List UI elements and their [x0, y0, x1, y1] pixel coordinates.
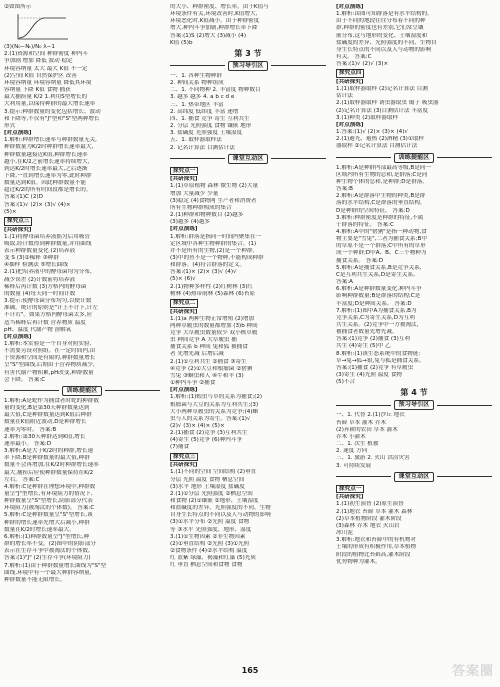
text-line: 吸取,经计数得到种群数量,并用曲线 — [4, 240, 92, 247]
text-line: 1.答案:(1)√ (2)× (3)× (4)√ — [336, 129, 408, 136]
text-line: 落的水平结构,C是群落的垂直结构, — [336, 200, 422, 207]
text-line: 5.解析:A是捕食关系,B是竞争关系, — [336, 264, 422, 271]
text-line: 数量在K/2时增长速率最大。 — [4, 526, 75, 533]
text-line: 环境容纳量 太大 最大 K值 不一定 — [4, 65, 88, 72]
text-line: 3. 可持续发展 — [336, 462, 372, 469]
text-line: 捕食关系。 答案:D — [336, 257, 384, 264]
banner-label: 预习导引区 — [394, 400, 435, 410]
text-line: 雪兔 ③蛔虫和人 ④牛和羊 (3) — [170, 372, 244, 379]
text-line: 的数量 (4)每天同一时间计数 — [4, 290, 76, 297]
text-line: 虫 种间竞争 A 大草履虫 捕 — [170, 337, 237, 344]
text-line: 被捕食者数量先增先减。 — [336, 329, 398, 336]
banner-rule — [105, 390, 160, 391]
section-title: 第 3 节 — [234, 48, 262, 58]
text-line: 盐碱度的差异、光照强度的不同、生物自 — [336, 39, 437, 46]
text-line: 和群落。(4)符合群落的定义。 — [170, 262, 246, 269]
text-line: 量的变化,B是第30天种群数量达到 — [4, 405, 90, 412]
subsection-heading — [4, 216, 160, 227]
banner-label: 预习导引区 — [228, 61, 269, 71]
text-line: 不计右"。如果方格内酵母菌太多,应 — [4, 312, 93, 319]
text-line: 物主要是"雪兔",二者为捕食关系;B中 — [336, 236, 427, 243]
section-banner — [170, 154, 326, 164]
text-line: (3)稳定 (4)食物网 生产者和消费者 — [170, 197, 257, 204]
text-line: 2.(1)地衣 苔藓 草本 灌木 森林 — [336, 508, 413, 515]
bracket-label: [对点演练] — [170, 226, 198, 233]
banner-label: 课堂互动区 — [228, 154, 269, 164]
section-banner — [170, 61, 326, 71]
bracket-label: [对点演练] — [4, 333, 32, 340]
text-line: 会下降。 答案:C — [4, 376, 46, 383]
banner-rule — [4, 390, 59, 391]
text-line: 适当稀释后再计数 营养物质 温度 — [4, 319, 86, 326]
text-line: 种群的增长速率先增大后减小,种群 — [4, 519, 90, 526]
text-line: 红 蓝紫 绿藻、褐藻和红藻 (5)光质 — [170, 555, 256, 562]
text-line: K值 (5)b — [170, 39, 193, 46]
text-line: 1.解析:A是蛇作为捕食者时蛇的种群数 — [4, 397, 99, 404]
banner-rule — [336, 476, 391, 477]
text-line: 4.解析:C是种群在理想环境中,种群数 — [4, 483, 96, 490]
text-line: 增加 大量减少 少量 — [170, 190, 219, 197]
text-line: 于群落的特征。 答案:C — [336, 221, 394, 228]
text-line: 8.解析:(1)该生态系统中的食物链: — [336, 350, 421, 357]
text-line: C是互利共生关系,D是寄生关系。 — [336, 271, 419, 278]
text-line: 者 先增先减 后增后减 — [170, 351, 224, 358]
banner-rule — [437, 157, 492, 158]
text-line: 的大小、种群密度、增长率。由于K值与 — [170, 4, 269, 10]
bracket-label: [共研探究] — [336, 494, 364, 501]
text-line: 数量在K值附近波动,D是种群增长 — [4, 419, 87, 426]
text-line: 1.(1)初生演替 (2)原生演替 — [336, 501, 404, 508]
text-line: 表示在生存斗争中被淘汰的个体数。 — [4, 548, 94, 555]
text-line: 器取样 ②记名计算法 目测估计法 — [336, 143, 418, 150]
text-line: 1.解析:种群增长速率与种群数量无关, — [4, 137, 97, 144]
text-line: (4)寄生 (5)竞争 (6)种内斗争 — [170, 437, 243, 444]
text-line: 最大,捕捞后应使种群数量保持在K/2 — [4, 469, 94, 476]
bracket-label: [共研探究] — [170, 176, 198, 183]
heading-box: 探究点二 — [170, 299, 198, 308]
text-line: 影响种群数量;B是群落的结构;C是 — [336, 293, 421, 300]
text-line: 不需要另设对照组。在一定时间内,由 — [4, 348, 96, 355]
text-line: 容纳量 下降 K值 食物 捕获 — [4, 87, 71, 94]
text-line: (3)①水平分布 ②光照 温度 食物 — [170, 519, 250, 526]
text-line: 呈"S"型曲线,后期由于营养物质减少, — [4, 362, 95, 369]
text-line: 三、1. 热带地区 丰富 — [170, 101, 224, 108]
text-line: 群,种群的密度也有差别,它们常呈镶 — [336, 25, 424, 32]
text-line: 越小,在K/2之前增长速率持续增大, — [4, 158, 90, 165]
bracket-label: [对点演练] — [4, 130, 32, 137]
text-line: ②食物条件 (4)②水平结构 温度 — [170, 548, 248, 555]
text-line: 草→兔→狐→狼,兔与狐是捕食关系。 — [336, 357, 425, 364]
text-line: (5)不合 — [336, 379, 356, 386]
text-line: 2.(1)①互利共生 ②捕食 ③寄生 — [170, 358, 247, 365]
text-line: 嵌分布,这与地形的变化、土壤湿度和 — [336, 32, 428, 39]
text-line: 二、1. 不同物种 2. 丰富度 物种数目 — [170, 87, 261, 94]
text-line: (5)× — [4, 208, 17, 215]
text-line: 2.(1)资源和空间 种群密度 种内斗 — [4, 51, 88, 58]
text-line: 乔木 小灌木 — [336, 433, 366, 440]
text-line: ④抽样 检测法 ⑤增长曲线 — [4, 262, 68, 269]
text-line: 优势物种为灌木。 — [336, 558, 381, 565]
subsection-heading — [336, 68, 492, 79]
heading-box: 探究点三 — [4, 217, 32, 226]
text-line: 阶段的植物比苔藓高,灌木阶段 — [336, 551, 411, 558]
text-line: 一、1. 各种生物种群 — [170, 72, 222, 79]
text-line: 四、1. 捕食 竞争 寄生 互利共生 — [170, 115, 250, 122]
text-line: 和下降等,不仅有"J"型和"S"型两种增长 — [4, 115, 100, 122]
text-line: 超过K/2的所有时间段都是增长的。 — [4, 187, 92, 194]
banner-label: 训练提能区 — [394, 153, 435, 163]
text-line: 有害代谢产物积累,pH改变,种群数量 — [4, 369, 94, 376]
text-line: 2.(1)捕食 (2)竞争 (3)互利共生 — [170, 430, 248, 437]
bracket-label: [对点演练] — [336, 4, 364, 10]
text-line: 答案:B — [336, 186, 353, 193]
text-line: (3)寄生 (4)光照 温度 食物 — [336, 372, 402, 379]
text-line: 7.解析:(1)由于种群数量增长曲线为"S"型 — [4, 562, 107, 569]
bracket-label: [对点演练] — [336, 121, 364, 128]
text-line: 种群数量为K/2时种群增长速率最大, — [4, 144, 94, 151]
text-line: 冰川泥 — [336, 530, 353, 537]
banner-rule — [271, 158, 326, 159]
text-line: 1.解析:A是种群内部最高等级,B是同一 — [336, 164, 431, 171]
growth-curve-sketch — [10, 12, 70, 42]
text-line: 最大捕捞量 K/2 1.利用S型增长的 — [4, 94, 88, 101]
banner-label: 训练提能区 — [62, 386, 103, 396]
text-line: (3)(N₀−Nₜ)/N₀ λ−1 — [4, 44, 55, 51]
text-line: 由于不同的地段往往分布着不同的种 — [336, 18, 426, 25]
bracket-label: [共研探究] — [4, 226, 32, 233]
heading-box: 探究点一 — [170, 167, 198, 176]
text-line: (7)捕食 — [170, 444, 190, 451]
text-line: 定区域中各种生物种群的集合。(1) — [170, 240, 257, 247]
text-line: 2.(1)①分层 光照强度 ②栖息空间 — [170, 490, 253, 497]
text-line: 虫与人的关系为寄生。答案:(1)√ — [170, 415, 251, 422]
text-line: (3)森林 乔木 地衣 火山岩 — [336, 522, 400, 529]
subsection-heading — [170, 452, 326, 463]
text-line: 3.(1)种类 (2)取样器取样 — [336, 114, 399, 121]
text-line: 变 S (3)②稀释 ③种群 — [4, 255, 59, 262]
text-line: 1.解析:(1)蝗虫与草的关系为捕食;(2) — [170, 394, 263, 401]
banner-label: 课堂互动区 — [394, 472, 435, 482]
text-line: 所有生物种群构成的集合 — [170, 204, 232, 211]
text-line: 成一个种群;D中A、B、C三个物种为 — [336, 250, 427, 257]
text-line: 2. 种间关系 物种组成 — [170, 80, 224, 87]
text-line: 1.解析:由图可知群落是有水平结构的。 — [336, 11, 433, 18]
bracket-label: [共研探究] — [336, 79, 364, 85]
text-line: 2.(1)把培养液中的酵母菌均匀分布, — [4, 269, 92, 276]
text-line: 1.(1)草原植物 森林 微生物 (2)大量 — [170, 183, 259, 190]
text-line: 速率最小。 答案:D — [4, 440, 52, 447]
text-line: 三、1. 旅游 2. 火山 洪涝灾害 — [336, 455, 410, 462]
text-line: 形式 — [4, 122, 16, 129]
text-line: 身生长特点的不同以及人与动物的影响 — [336, 46, 432, 53]
bracket-label: [对点演练] — [170, 387, 198, 394]
bracket-label: [共研探究] — [170, 462, 198, 469]
text-line: 于资源和空间是有限的,种群数量增长 — [4, 355, 96, 362]
text-line: 答案:(1)√ (2)× (3)√ (4)× — [4, 201, 71, 208]
text-line: 和盐碱度的差异、光照强度的不同、生物 — [170, 505, 271, 512]
text-line: 环境容纳量 环境容纳量 降低其环境 — [4, 79, 92, 86]
text-line: 1.(1)不同的空间 空间结构 (2)垂直 — [170, 469, 257, 476]
text-line: ④竞争 (2)①大豆和根瘤菌 ②猞猁 — [170, 365, 253, 372]
text-line: 两种草履虫的数量都增加 (3)b 种间 — [170, 322, 258, 329]
text-line: 速率为零时。 答案:B — [4, 426, 57, 433]
banner-rule — [437, 476, 492, 477]
text-line: 数量达到K值。因此种群数量不能 — [4, 180, 86, 187]
text-line: 2.解析:第30天种群达到K值,增长 — [4, 433, 86, 440]
text-line: 环境条件有关,环境改善时,K值增大, — [170, 11, 258, 18]
text-line: 丰富度;D是种间关系。 答案:D — [336, 300, 412, 307]
section-banner — [336, 472, 492, 482]
text-line: 树林 (4)热带雨林 (5)森林 (6)苔原 — [170, 290, 256, 297]
section-title: 第 4 节 — [400, 388, 428, 398]
text-line: 答案:A — [336, 279, 353, 286]
text-line: 的草原不是一个群落;C中所有的草形 — [336, 243, 426, 250]
text-line: 到达K/2时增长速率最大,之后逐渐 — [4, 165, 88, 172]
text-line: (2)①垂直结构 ②光照 (3)①光照 — [170, 540, 250, 547]
text-line: 种群数量呈"S"型增长,阴影部分代表 — [4, 498, 93, 505]
text-line: 答案:(1)"J" (2)生存斗争(环境阻力) — [4, 555, 91, 562]
text-line: (2)弃耕的农田 草本 灌木 — [336, 426, 398, 433]
text-line: 一、1. 代替 2.(1)沙丘 地衣 — [336, 412, 405, 419]
text-line: 2.(1)种群和物种数目 (2)越多 — [170, 212, 244, 219]
text-line: 2.(1)物种多样性 (2)红树林 (3)红 — [170, 283, 254, 290]
text-line: 数量不会再增加,在K/2时种群增长速率 — [4, 462, 99, 469]
text-line: 分层 光照 温度 食物 栖息空间 — [170, 476, 245, 483]
text-line: 3.(1)①生物因素 ②非生物因素 — [170, 533, 246, 540]
text-line: pH、温度 代谢产物 溶解氧 — [4, 326, 72, 333]
text-line: 环境恶化时,K值减小。由于种群密度 — [170, 18, 260, 25]
text-line: 稀释后再计数 (3)方格内的酵母菌 — [4, 283, 87, 290]
text-line: 2. 分层 光照强度 食物 镶嵌 地形 — [170, 123, 252, 130]
text-line: 种群数量越接近K值,种群增长速率 — [4, 151, 88, 158]
text-line: 6.解析:(1)种群数量呈"J"型增长,种 — [4, 533, 90, 540]
text-line: 3.提示:使酵母菌分布均匀,以便计数 — [4, 298, 92, 305]
text-line: 苔藓 草本 灌木 乔木 — [336, 419, 387, 426]
text-line: D是种群的空间特征。 答案:D — [336, 207, 410, 214]
text-line: 1.解析:本实验是一个自身对照实验, — [4, 341, 92, 347]
banner-rule — [170, 65, 225, 66]
page-number: 165 — [241, 666, 259, 675]
text-line: 准确。统计的原则是"计上不计下,计左 — [4, 305, 98, 312]
text-line: 答案:(1)√ (2)√ (3)× — [336, 61, 389, 68]
text-line: 1.解析:群落是指同一时间内聚集在一 — [170, 233, 262, 240]
text-line: 3.解析:种群密度是种群的特征,不属 — [336, 214, 424, 221]
text-line: (3)水平 地形 土壤湿度 盐碱度 — [170, 483, 245, 490]
text-line: 共生关系。(2)竞争中一方被淘汰, — [336, 322, 419, 328]
text-line: 1.(1)取样器取样 (2)记名计算法 目测 — [336, 86, 428, 93]
section-banner — [4, 386, 160, 396]
text-line: 率下降,B是种群数量的最大值,种群 — [4, 455, 90, 462]
text-line: 自身生长特点的不同以及人与动物的影响 — [170, 512, 271, 519]
text-line: 4.解析:A中的"猞猁"是指一种动物,食 — [336, 228, 427, 235]
text-line: 左右。 答案:C — [4, 476, 40, 483]
text-line: 3. 越多 越多 4. a b c d e — [170, 94, 235, 101]
text-line: 共生 (4)寄生 (5)甲 乙 — [336, 343, 391, 350]
text-line: 5.解析:C是种群数量呈"S"型增长,该 — [4, 512, 93, 519]
column-left — [4, 4, 160, 664]
text-line: 2.解析:A是群落中生物的种类,B是群 — [336, 193, 426, 200]
heading-box: 探究点三 — [170, 453, 198, 462]
banner-rule — [437, 405, 492, 406]
text-line: 等 ③水平 光照强度、地形、湿度 — [170, 526, 252, 533]
section-banner — [336, 400, 492, 410]
text-line: (3)越多 (4)越多 — [170, 219, 211, 226]
text-line: 争加剧 增加 降低 波动 稳定 — [4, 58, 73, 65]
banner-rule — [170, 158, 225, 159]
text-line: 表示种群数量变化 (2)培养液 — [4, 247, 76, 254]
text-line: 3.提示:种群数量的变化包括增长、波动 — [4, 108, 101, 115]
text-line: ①种内斗争 ②捕食 — [170, 380, 216, 387]
text-line: 竞争关系,C为寄生关系,D为互利 — [336, 314, 415, 321]
text-line: 6.解析:A是种群数量变化,种内斗争 — [336, 286, 422, 293]
text-line: 捕食关系 b 种间 兔和狐 被捕食 — [170, 344, 248, 351]
heading-box: 探究点四 — [336, 69, 364, 78]
text-line: ②如图所示 — [4, 4, 32, 10]
text-line: 减少误差 (2)计数前将培养液 — [4, 276, 76, 283]
text-line: 答案:(1)× (2)× (3)√ (4)√ — [170, 269, 237, 276]
text-line: 大小两种草履虫的关系为竞争;(4)蛔 — [170, 408, 259, 415]
text-line: 2. 速度 方向 — [336, 448, 368, 455]
text-line: 3.解析:A是大于K/2时的种群,增长速 — [4, 448, 94, 455]
text-line: 答案:(1)C (2)D — [4, 194, 43, 201]
section-banner — [336, 153, 492, 163]
text-line: 有关。 答案:C — [336, 54, 372, 61]
text-line: 3.解析:地衣和苔藓中的有机物对 — [336, 537, 416, 544]
text-line: (5)× (6)√ — [170, 276, 196, 283]
text-line: 1.(1)a 两种生物正常增殖 (2)增加 — [170, 315, 255, 322]
text-line: 竞争 大草履虫数量较少 双小核草履 — [170, 329, 258, 336]
text-line: 增大,种内斗争加剧,种群增长率下降 — [170, 25, 258, 32]
subsection-heading — [170, 166, 326, 177]
text-line: 7.解析:(1)图中A为捕食关系,B为 — [336, 307, 417, 314]
text-line: 大利用量,以保持种群的最大增长速率 — [4, 101, 96, 108]
subsection-heading — [336, 484, 492, 495]
text-line: 根瘤菌与大豆的关系为互利共生;(3) — [170, 401, 259, 408]
text-line: 2.(1)取样器取样 诱虫器取虫 镊子 吸虫器 — [336, 100, 439, 107]
text-line: (2)空间 K值 自然保护区 改善 — [4, 72, 77, 79]
text-line: 二、1. 次生 植被 — [336, 441, 379, 448]
text-line: 答案:(1)捕食 (2)竞争 有草履虫 — [336, 364, 414, 371]
text-line: (2)√ (3)× (4)× (5)× — [170, 423, 225, 429]
text-line: 答案:(1)竞争 (2)捕食 (3)互利 — [336, 336, 410, 343]
text-line: 2.(1)避光、避热 (2)酒精 (3)①取样 — [336, 136, 425, 143]
text-line: (3)中的鱼不是一个物种,不能构成种群 — [170, 254, 264, 261]
subsection-heading — [170, 298, 326, 309]
text-line: 区域内所有生物的总和,是群落;C是同 — [336, 171, 428, 178]
text-line: 曲线,环境中有一个最大种群容纳量, — [4, 569, 92, 576]
text-line: 和食物 (2)①镶嵌 ②地形、土壤湿度 — [170, 498, 259, 504]
text-line: 群的增长率不变。(2)图中的阴影部分 — [4, 541, 96, 548]
text-line: 估计法 — [336, 93, 353, 100]
watermark-logo: 答案圈 — [451, 664, 494, 679]
banner-rule — [336, 157, 391, 158]
text-line: 土壤的形成有积极作用,草本植物 — [336, 544, 417, 551]
banner-rule — [336, 405, 391, 406]
column-middle — [170, 4, 326, 664]
banner-rule — [271, 65, 326, 66]
text-line: 2. 高纬度 低纬度 丰富 递增 — [170, 108, 239, 115]
text-line: 种群数量不能无限增长。 — [4, 576, 66, 583]
text-line: 种生物个体的总和,是种群;D是群落。 — [336, 178, 428, 185]
text-line: 下降,一直到增长速率为零,此时种群 — [4, 172, 92, 179]
chart-curve — [19, 18, 66, 38]
text-line: (2)草本植物阶段 灌木阶段 — [336, 515, 402, 522]
text-line: (2)记名计算法 (3)目测估计法 丰富度 — [336, 107, 429, 114]
text-line: 答案:(1)S (2)增大 (3)减小 (4) — [170, 32, 247, 39]
text-line: 五、1. 取样器取样法 — [170, 137, 222, 144]
heading-box: 探究点一 — [336, 485, 364, 494]
text-line: 2. 记名计算法 目测估计法 — [170, 144, 235, 151]
text-line: 最大值,C是种群数量达到K值后种群 — [4, 412, 92, 419]
text-line: 环境阻力(被淘汰的个体数)。 答案:C — [4, 505, 95, 512]
column-right — [336, 4, 492, 664]
text-line: 3. 盐碱度 光照强度 土壤湿度 — [170, 130, 243, 137]
bracket-label: [共研探究] — [170, 308, 198, 315]
text-line: 量呈"J"型增长,有环境阻力的情况下, — [4, 490, 93, 497]
text-line: 并不是所有的生物,(2)是一个种群, — [170, 247, 255, 254]
text-line: 红 垂直 栖息空间和食物 食物 — [170, 562, 243, 569]
text-line: 1.(1)将酵母菌培养液摇匀后用吸管 — [4, 233, 90, 240]
